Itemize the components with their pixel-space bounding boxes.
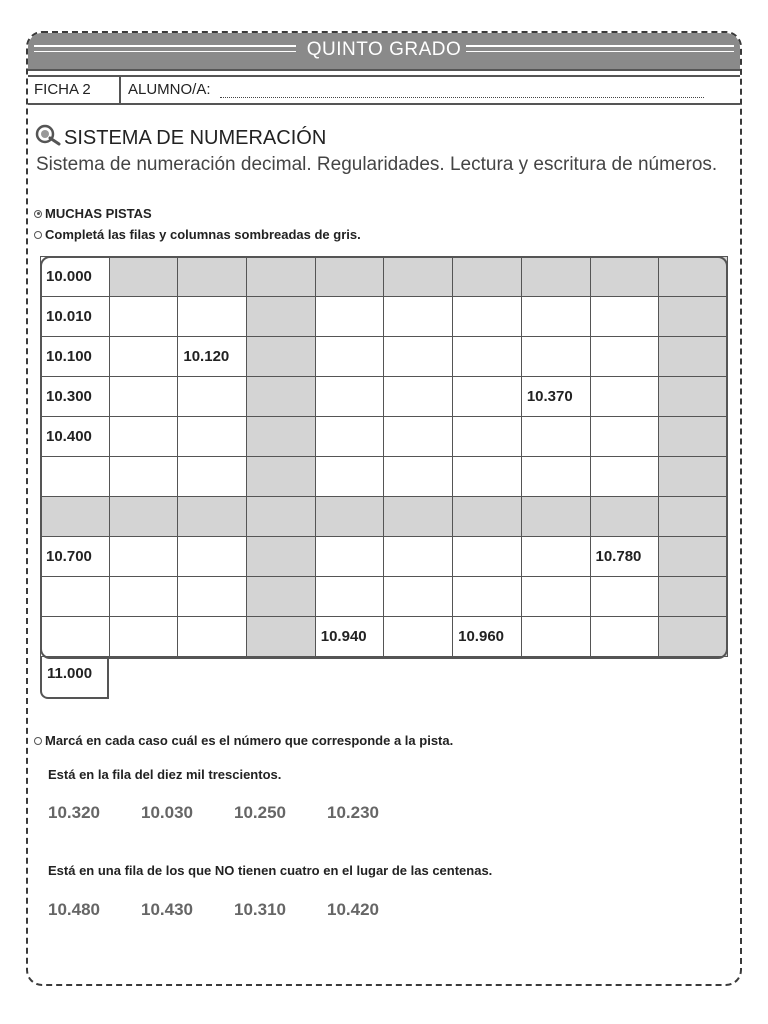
grid-cell[interactable] [178, 297, 247, 337]
grid-cell[interactable] [384, 457, 453, 497]
section-title: SISTEMA DE NUMERACIÓN [64, 127, 327, 149]
grid-cell[interactable] [384, 337, 453, 377]
grid-cell[interactable] [659, 257, 728, 297]
grid-cell[interactable] [178, 337, 247, 377]
info-divider [119, 77, 121, 103]
grid-cell[interactable] [384, 537, 453, 577]
grid-cell[interactable] [178, 377, 247, 417]
grid-cell[interactable] [41, 417, 110, 457]
grid-cell[interactable] [590, 577, 659, 617]
grid-cell-value: 10.700 [46, 548, 92, 565]
grid-cell[interactable] [590, 417, 659, 457]
grid-cell[interactable] [384, 497, 453, 537]
grid-row [41, 577, 728, 617]
grid-row [41, 377, 728, 417]
grid-cell[interactable] [109, 617, 178, 657]
grid-cell[interactable] [178, 617, 247, 657]
grid-cell[interactable] [521, 257, 590, 297]
grid-cell[interactable] [384, 377, 453, 417]
grid-row [41, 457, 728, 497]
option[interactable]: 10.420 [327, 900, 379, 919]
grid-cell[interactable] [590, 457, 659, 497]
activity-heading [34, 206, 152, 221]
grid-cell[interactable] [315, 377, 384, 417]
grid-cell[interactable] [659, 537, 728, 577]
grid-cell[interactable] [521, 297, 590, 337]
grid-cell[interactable] [453, 537, 522, 577]
grid-cell[interactable] [109, 497, 178, 537]
grid-cell[interactable] [247, 617, 316, 657]
student-info-row [28, 75, 740, 105]
grade-title: QUINTO GRADO [306, 39, 462, 60]
grid-cell[interactable] [247, 537, 316, 577]
grid-cell[interactable] [659, 297, 728, 337]
option[interactable]: 10.230 [327, 803, 379, 822]
bullet-icon [34, 231, 42, 239]
grid-row [41, 297, 728, 337]
option[interactable]: 10.250 [234, 803, 286, 822]
grid-cell[interactable] [109, 337, 178, 377]
grid-cell[interactable] [41, 377, 110, 417]
grid-cell[interactable] [659, 577, 728, 617]
grid-cell-final-value: 11.000 [47, 665, 93, 682]
instruction-1-text: Completá las filas y columnas sombreadas de gris. [45, 227, 361, 242]
grid-cell[interactable] [315, 337, 384, 377]
grid-cell[interactable] [453, 577, 522, 617]
grid-cell[interactable] [453, 617, 522, 657]
grid-cell[interactable] [384, 297, 453, 337]
instruction-1 [34, 227, 361, 242]
magnifier-icon [35, 124, 61, 146]
student-name-field[interactable] [220, 97, 704, 98]
grid-cell[interactable] [315, 417, 384, 457]
grid-cell-value: 10.780 [595, 548, 642, 565]
grid-cell[interactable] [590, 377, 659, 417]
grid-cell[interactable] [41, 337, 110, 377]
grid-cell[interactable] [315, 457, 384, 497]
grid-cell[interactable] [247, 497, 316, 537]
grid-cell-value: 10.370 [526, 388, 573, 405]
grid-cell[interactable] [590, 537, 659, 577]
clue-2-options [48, 900, 420, 920]
grid-cell[interactable] [178, 457, 247, 497]
grid-cell[interactable] [41, 537, 110, 577]
instruction-2 [34, 733, 453, 748]
grid-row [41, 417, 728, 457]
grid-cell[interactable] [590, 497, 659, 537]
grid-cell[interactable] [659, 617, 728, 657]
grid-cell[interactable] [453, 297, 522, 337]
grid-cell[interactable] [247, 457, 316, 497]
grid-cell[interactable] [384, 417, 453, 457]
grid-cell[interactable] [590, 297, 659, 337]
grid-cell[interactable] [659, 337, 728, 377]
grid-cell[interactable] [178, 417, 247, 457]
grid-cell[interactable] [521, 417, 590, 457]
instruction-2-text: Marcá en cada caso cuál es el número que corresponde a la pista. [45, 733, 454, 748]
grid-cell[interactable] [521, 377, 590, 417]
grid-cell-final[interactable] [40, 657, 109, 699]
grid-cell[interactable] [247, 257, 316, 297]
grid-cell[interactable] [453, 257, 522, 297]
option[interactable]: 10.030 [141, 803, 193, 822]
grid-cell[interactable] [521, 497, 590, 537]
grid-row [41, 337, 728, 377]
grid-cell-value: 10.400 [46, 428, 92, 445]
grid-cell[interactable] [41, 577, 110, 617]
grid-cell[interactable] [453, 457, 522, 497]
number-grid [40, 256, 728, 699]
grid-cell[interactable] [178, 257, 247, 297]
grid-cell[interactable] [521, 337, 590, 377]
grid-cell-value: 10.100 [46, 348, 92, 365]
grid-cell[interactable] [178, 537, 247, 577]
grid-cell[interactable] [109, 257, 178, 297]
grid-cell[interactable] [178, 497, 247, 537]
option[interactable]: 10.480 [48, 900, 100, 919]
grid-cell[interactable] [247, 417, 316, 457]
grid-row [41, 537, 728, 577]
grid-cell-value: 10.000 [46, 268, 92, 285]
option[interactable]: 10.430 [141, 900, 193, 919]
grid-row [41, 257, 728, 297]
grid-cell[interactable] [41, 617, 110, 657]
grid-cell[interactable] [315, 497, 384, 537]
grid-cell[interactable] [109, 377, 178, 417]
grid-row [41, 497, 728, 537]
clue-1: Está en la fila del diez mil trescientos. [48, 767, 282, 782]
grid-cell[interactable] [109, 297, 178, 337]
grid-cell[interactable] [384, 577, 453, 617]
grid-cell[interactable] [247, 577, 316, 617]
grid-cell[interactable] [178, 577, 247, 617]
grid-cell[interactable] [453, 417, 522, 457]
grid-cell[interactable] [315, 297, 384, 337]
grid-cell[interactable] [247, 377, 316, 417]
grid-cell[interactable] [659, 497, 728, 537]
grid-cell[interactable] [384, 617, 453, 657]
grid-cell-value: 10.120 [183, 348, 230, 365]
number-grid-table [40, 256, 728, 657]
student-name-label: ALUMNO/A: [128, 81, 211, 98]
clue-1-options [48, 803, 420, 823]
grid-cell[interactable] [453, 497, 522, 537]
grid-cell[interactable] [109, 457, 178, 497]
grid-cell[interactable] [315, 617, 384, 657]
grid-cell[interactable] [521, 537, 590, 577]
grid-cell[interactable] [453, 377, 522, 417]
grid-cell[interactable] [41, 497, 110, 537]
grid-cell[interactable] [659, 377, 728, 417]
grid-cell[interactable] [590, 337, 659, 377]
bullet-icon [34, 737, 42, 745]
grid-cell-value: 10.960 [458, 628, 505, 645]
grid-cell[interactable] [659, 417, 728, 457]
grid-cell[interactable] [521, 617, 590, 657]
grid-cell[interactable] [521, 457, 590, 497]
option[interactable]: 10.310 [234, 900, 286, 919]
grid-cell-value: 10.940 [320, 628, 367, 645]
grid-cell[interactable] [109, 417, 178, 457]
grid-cell[interactable] [453, 337, 522, 377]
section-subtitle: Sistema de numeración decimal. Regularidades. Lectura y escritura de números. [36, 154, 718, 175]
option[interactable]: 10.320 [48, 803, 100, 822]
grid-cell[interactable] [315, 257, 384, 297]
grid-cell[interactable] [247, 337, 316, 377]
grid-cell[interactable] [109, 537, 178, 577]
grid-cell[interactable] [659, 457, 728, 497]
grid-cell[interactable] [109, 577, 178, 617]
grid-cell[interactable] [315, 577, 384, 617]
grid-cell-value: 10.300 [46, 388, 92, 405]
grid-cell-value: 10.010 [46, 308, 92, 325]
grid-cell[interactable] [521, 577, 590, 617]
grid-cell[interactable] [384, 257, 453, 297]
grid-cell[interactable] [315, 537, 384, 577]
activity-heading-text: MUCHAS PISTAS [45, 206, 152, 221]
grid-cell[interactable] [41, 457, 110, 497]
grid-cell[interactable] [247, 297, 316, 337]
grid-cell[interactable] [41, 257, 110, 297]
bullet-icon [34, 210, 42, 218]
grid-cell[interactable] [590, 617, 659, 657]
grid-row [41, 617, 728, 657]
worksheet-number: FICHA 2 [34, 81, 91, 98]
header-band [28, 33, 740, 71]
grid-cell[interactable] [41, 297, 110, 337]
clue-2: Está en una fila de los que NO tienen cuatro en el lugar de las centenas. [48, 863, 493, 878]
grid-cell[interactable] [590, 257, 659, 297]
